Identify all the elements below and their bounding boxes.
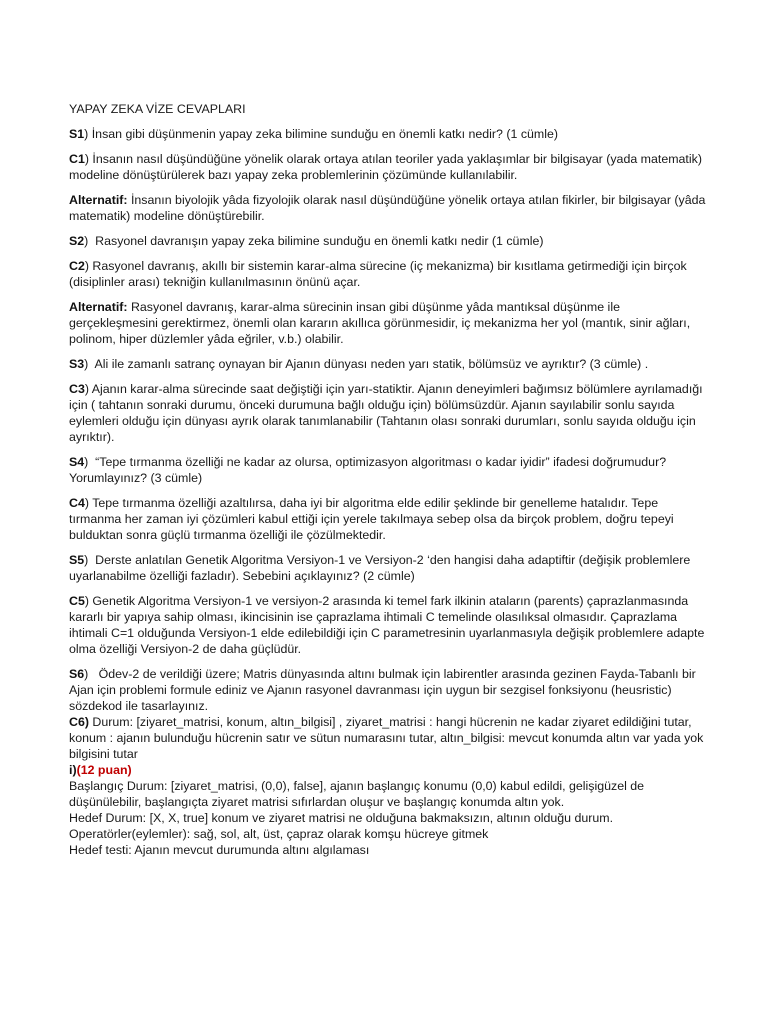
answer-text: Rasyonel davranış, karar-alma sürecinin insan gibi düşünme yâda mantıksal düşünme ile gerçekleşmesini gerektirmez, önemli olan kararın akıllıca görünmesidir, iç mekanizma her yol (mantık, sinir ağları, polinom, hiper düzlemler yâda eğriler, v.b.) olabilir. bbox=[69, 300, 691, 346]
answer-paragraph bbox=[69, 381, 709, 445]
answer-paragraph bbox=[69, 258, 709, 290]
question-label: S2 bbox=[69, 234, 85, 248]
answer-label: C3 bbox=[69, 382, 85, 396]
answer-text: Rasyonel davranış, akıllı bir sistemin karar-alma sürecine (iç mekanizma) bir kısıtlama getirmediği için birçok (disiplinler arası) tekniğin kullanılmasının önünü açar. bbox=[69, 259, 687, 289]
qa-section bbox=[69, 126, 709, 714]
label-separator: : bbox=[123, 193, 131, 207]
part-i-label: i) bbox=[69, 763, 77, 777]
label-separator: ) bbox=[84, 594, 93, 608]
answer-text: İnsanın biyolojik yâda fizyolojik olarak nasıl düşündüğüne yönelik ortaya atılan fikirler, bir bilgisayar (yâda matematik) modeline dönüştürebilir. bbox=[69, 193, 706, 223]
answer-paragraph bbox=[69, 151, 709, 183]
question-label: S3 bbox=[69, 357, 85, 371]
label-separator: : bbox=[123, 300, 131, 314]
solution-lines bbox=[69, 778, 709, 858]
question-paragraph bbox=[69, 552, 709, 584]
answer-label: C2 bbox=[69, 259, 85, 273]
solution-line: Başlangıç Durum: [ziyaret_matrisi, (0,0), false], ajanın başlangıç konumu (0,0) kabul edildi, gelişigüzel de düşünülebilir, başlangıçta ziyaret matrisi sıfırlardan oluşur ve başlangıç konumda altın yok. bbox=[69, 779, 645, 809]
answer-text: Tepe tırmanma özelliği azaltılırsa, daha iyi bir algoritma elde edilir şeklinde bir genelleme hatalıdır. Tepe tırmanma her zaman iyi çözümleri kabul ettiği için yerele takılmaya sebep olsa da birçok problem, doğru tepeyi bulduktan sonra güçlü tırmanma özelliği ile çözülmektedir. bbox=[69, 496, 674, 542]
solution-line: Hedef testi: Ajanın mevcut durumunda altını algılaması bbox=[69, 843, 370, 857]
document-body bbox=[69, 101, 709, 858]
solution-line: Operatörler(eylemler): sağ, sol, alt, üst, çapraz olarak komşu hücreye gitmek bbox=[69, 827, 489, 841]
answer-text: Genetik Algoritma Versiyon-1 ve versiyon-2 arasında ki temel fark ilkinin ataların (parents) çaprazlanmasında kararlı bir yapıya sahip olması, ikincisinin ise çaprazlama ihtimali C temelinde olasılıksal olmasıdır. Çaprazlama ihtimali C=1 olduğunda Versiyon-1 elde edilebildiği için C parametresinin uyarlanmasıyla değişik problemlere adapte olma özelliği Versiyon-2 de daha güçlüdür. bbox=[69, 594, 705, 656]
label-separator: ) bbox=[84, 259, 93, 273]
answer-text: Ajanın karar-alma sürecinde saat değiştiği için yarı-statiktir. Ajanın deneyimleri bağımsız bölümlere ayrılamadığı için ( tahtanın sonraki durumu, önceki durumuna bağlı olduğu için) bölümsüzdür. Ajanın sayılabilir sonlu sayıda eylemleri olduğu için dünyası ayrık olarak tanımlanabilir (Tahtanın olası sonraki durumları, sonlu sayıda olduğu için ayrıktır). bbox=[69, 382, 703, 444]
question-paragraph bbox=[69, 454, 709, 486]
answer-paragraph bbox=[69, 495, 709, 543]
label-separator: ) bbox=[84, 127, 92, 141]
question-label: S4 bbox=[69, 455, 85, 469]
label-separator: ) bbox=[84, 357, 95, 371]
label-separator: ) bbox=[84, 667, 99, 681]
question-label: S6 bbox=[69, 667, 85, 681]
question-text: Derste anlatılan Genetik Algoritma Versiyon-1 ve Versiyon-2 ‘den hangisi daha adaptiftir (değişik problemlere uyarlanabilme özelliği fazladır). Sebebini açıklayınız? (2 cümle) bbox=[69, 553, 691, 583]
question-text: “Tepe tırmanma özelliği ne kadar az olursa, optimizasyon algoritması o kadar iyidir” ifadesi doğrumudur? Yorumlayınız? (3 cümle) bbox=[69, 455, 667, 485]
question-text: Rasyonel davranışın yapay zeka bilimine sunduğu en önemli katkı nedir (1 cümle) bbox=[95, 234, 544, 248]
answer-text: Durum: [ziyaret_matrisi, konum, altın_bilgisi] , ziyaret_matrisi : hangi hücrenin ne kadar ziyaret edildiğini tutar, konum : ajanın bulunduğu hücrenin satır ve sütun numarasını tutar, altın_bilgisi: mevcut konumda altın var yada yok bilgisini tutar bbox=[69, 715, 704, 761]
answer-c6 bbox=[69, 714, 709, 762]
document-title: YAPAY ZEKA VİZE CEVAPLARI bbox=[69, 102, 246, 116]
answer-text: İnsanın nasıl düşündüğüne yönelik olarak ortaya atılan teoriler yada yaklaşımlar bir bilgisayar (yada matematik) modeline dönüştürülerek bazı yapay zeka problemlerinin çözümünde kullanılabilir. bbox=[69, 152, 702, 182]
answer-label: C5 bbox=[69, 594, 85, 608]
answer-label: C4 bbox=[69, 496, 85, 510]
answer-label: C6) bbox=[69, 715, 89, 729]
part-i-heading bbox=[69, 762, 709, 778]
label-separator: ) bbox=[84, 455, 96, 469]
label-separator: ) bbox=[84, 234, 96, 248]
question-text: Ali ile zamanlı satranç oynayan bir Ajanın dünyası neden yarı statik, bölümsüz ve ayrıktır? (3 cümle) . bbox=[94, 357, 649, 371]
answer-label: Alternatif bbox=[69, 193, 124, 207]
question-text: İnsan gibi düşünmenin yapay zeka bilimine sunduğu en önemli katkı nedir? (1 cümle) bbox=[91, 127, 559, 141]
question-label: S5 bbox=[69, 553, 85, 567]
answer-label: Alternatif bbox=[69, 300, 124, 314]
alternative-answer-paragraph bbox=[69, 192, 709, 224]
solution-line: Hedef Durum: [X, X, true] konum ve ziyaret matrisi ne olduğuna bakmaksızın, altının olduğu durum. bbox=[69, 811, 614, 825]
points-label: (12 puan) bbox=[76, 763, 132, 777]
label-separator: ) bbox=[84, 382, 92, 396]
question-label: S1 bbox=[69, 127, 85, 141]
question-paragraph bbox=[69, 356, 709, 372]
question-paragraph bbox=[69, 666, 709, 714]
label-separator: ) bbox=[84, 152, 93, 166]
question-paragraph bbox=[69, 126, 709, 142]
question-paragraph bbox=[69, 233, 709, 249]
label-separator: ) bbox=[84, 553, 96, 567]
label-separator: ) bbox=[84, 496, 93, 510]
alternative-answer-paragraph bbox=[69, 299, 709, 347]
question-text: Ödev-2 de verildiği üzere; Matris dünyasında altını bulmak için labirentler arasında gezinen Fayda-Tabanlı bir Ajan için problemi formule ediniz ve Ajanın rasyonel davranması için uygun bir sezgisel fonksiyonu (heusristic) sözdekod ile tasarlayınız. bbox=[69, 667, 696, 713]
answer-label: C1 bbox=[69, 152, 85, 166]
answer-paragraph bbox=[69, 593, 709, 657]
